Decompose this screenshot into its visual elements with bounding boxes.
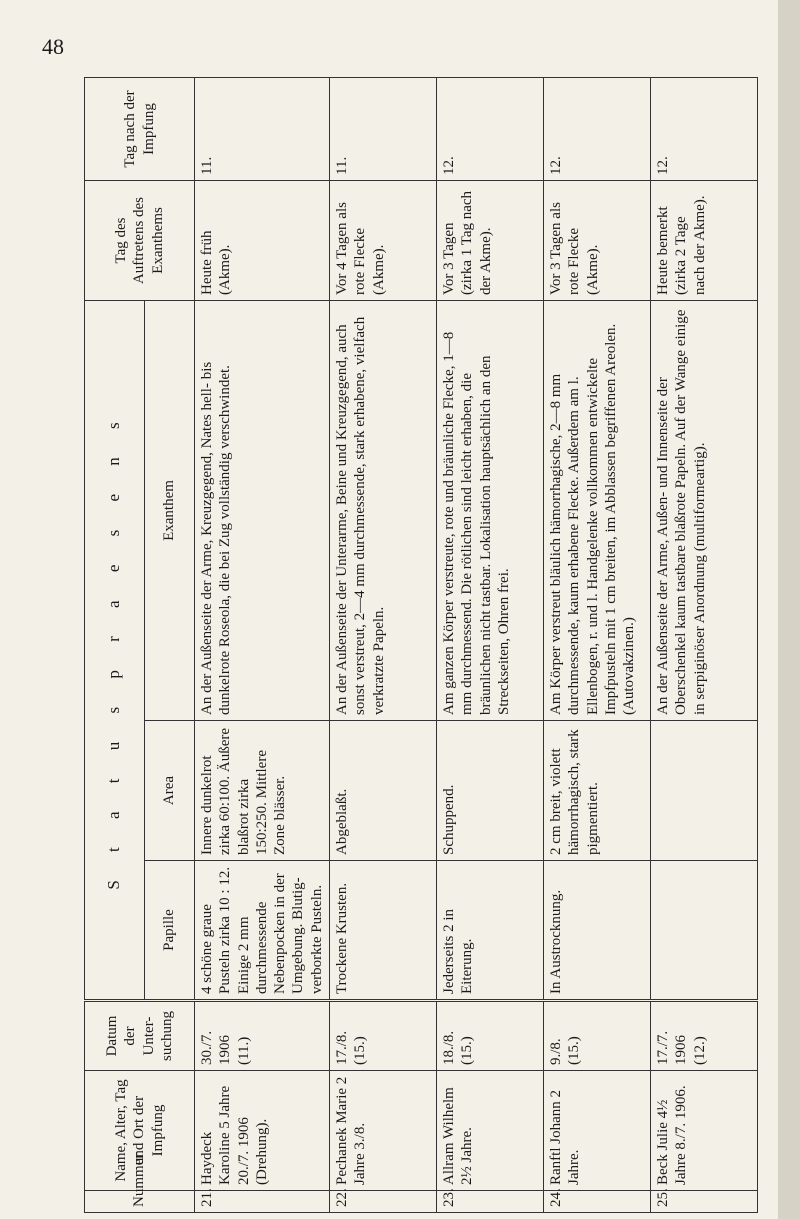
rotated-table-container: [84, 78, 716, 1213]
cell-tag-impfung: 12.: [437, 78, 544, 181]
cell-nummer: 23.: [437, 1191, 544, 1213]
cell-tag-impfung: 12.: [544, 78, 651, 181]
cell-nummer: 25.: [651, 1191, 758, 1213]
cell-papille: 4 schöne graue Pusteln zirka 10 : 12. Einige 2 mm durchmessende Nebenpocken in der Umgebung. Blutig-verborkte Pusteln.: [195, 861, 330, 1001]
cell-name: Pechanek Marie 2 Jahre 3./8.: [330, 1071, 437, 1191]
cell-area: Abgeblaßt.: [330, 721, 437, 861]
header-name: Name, Alter, Tag und Ort der Impfung: [85, 1071, 195, 1191]
table-row: [651, 78, 758, 1213]
header-datum: Datum der Unter-suchung: [85, 1001, 195, 1071]
cell-tag-impfung: 12.: [651, 78, 758, 181]
page-edge-strip: [778, 0, 800, 1219]
cell-exanthem: Am ganzen Körper verstreute, rote und bräunliche Flecke, 1—8 mm durchmessend. Die rötlichen sind leicht erhaben, die bräunlichen nicht tastbar. Lokalisation hauptsächlich an den Streckseiten, Ohren frei.: [437, 301, 544, 721]
cell-nummer: 24.: [544, 1191, 651, 1213]
cell-nummer: 22.: [330, 1191, 437, 1213]
header-exanthem: Exanthem: [145, 301, 195, 721]
table-row: [330, 78, 437, 1213]
cell-exanthem: An der Außenseite der Arme, Außen- und Innenseite der Oberschenkel kaum tastbare blaßrote Papeln. Auf der Wange einige in serpiginöser Anordnung (multiformeartig).: [651, 301, 758, 721]
cell-exanthem: An der Außenseite der Arme, Kreuzgegend, Nates hell- bis dunkelrote Roseola, die bei Zug vollständig verschwindet.: [195, 301, 330, 721]
cell-area: Schuppend.: [437, 721, 544, 861]
cell-datum: 18./8. (15.): [437, 1001, 544, 1071]
header-status-praesens: S t a t u s p r a e s e n s: [85, 301, 145, 1001]
cell-datum: 9./8. (15.): [544, 1001, 651, 1071]
cell-papille: In Austrocknung.: [544, 861, 651, 1001]
cell-exanthem: Am Körper verstreut bläulich hämorrhagische, 2—8 mm durchmessende, kaum erhabene Flecke. Außerdem am l. Ellenbogen, r. und l. Handgelenke vollkommen entwickelte Impfpusteln mit 1 cm breiten, im Abblassen begriffenen Areolen. (Autovakzinen.): [544, 301, 651, 721]
table-row: [195, 78, 330, 1213]
cell-area: Innere dunkelrot zirka 60:100. Äußere blaßrot zirka 150:250. Mittlere Zone blässer.: [195, 721, 330, 861]
table-row: [437, 78, 544, 1213]
cell-tag-auftreten: Vor 3 Tagen (zirka 1 Tag nach der Akme).: [437, 181, 544, 301]
cell-exanthem: An der Außenseite der Unterarme, Beine und Kreuzgegend, auch sonst verstreut, 2—4 mm durchmessende, stark erhabene, vielfach verkratzte Papeln.: [330, 301, 437, 721]
cell-nummer: 21.: [195, 1191, 330, 1213]
cell-papille: Jederseits 2 in Eiterung.: [437, 861, 544, 1001]
header-area: Area: [145, 721, 195, 861]
cell-tag-impfung: 11.: [330, 78, 437, 181]
header-tag-impfung: Tag nach der Impfung: [85, 78, 195, 181]
page-number: 48: [42, 34, 64, 59]
cell-datum: 17./7. 1906 (12.): [651, 1001, 758, 1071]
header-nummer: Nummer: [85, 1191, 195, 1213]
cell-area: 2 cm breit, violett hämorrhagisch, stark pigmentiert.: [544, 721, 651, 861]
cell-name: Ranftl Johann 2 Jahre.: [544, 1071, 651, 1191]
cell-papille: [651, 861, 758, 1001]
cell-datum: 17./8. (15.): [330, 1001, 437, 1071]
cell-tag-auftreten: Vor 3 Tagen als rote Flecke (Akme).: [544, 181, 651, 301]
header-papille: Papille: [145, 861, 195, 1001]
cell-papille: Trockene Krusten.: [330, 861, 437, 1001]
table-row: [544, 78, 651, 1213]
cell-datum: 30./7. 1906 (11.): [195, 1001, 330, 1071]
cell-name: Haydeck Karoline 5 Jahre 20./7. 1906 (Drehung).: [195, 1071, 330, 1191]
cell-name: Allram Wilhelm 2½ Jahre.: [437, 1071, 544, 1191]
cell-tag-impfung: 11.: [195, 78, 330, 181]
cell-tag-auftreten: Heute früh (Akme).: [195, 181, 330, 301]
header-tag-auftreten: Tag des Auftretens des Exanthems: [85, 181, 195, 301]
cell-area: [651, 721, 758, 861]
cell-tag-auftreten: Vor 4 Tagen als rote Flecke (Akme).: [330, 181, 437, 301]
cell-tag-auftreten: Heute bemerkt (zirka 2 Tage nach der Akme).: [651, 181, 758, 301]
cell-name: Beck Julie 4½ Jahre 8./7. 1906.: [651, 1071, 758, 1191]
vaccination-table: [84, 77, 758, 1213]
